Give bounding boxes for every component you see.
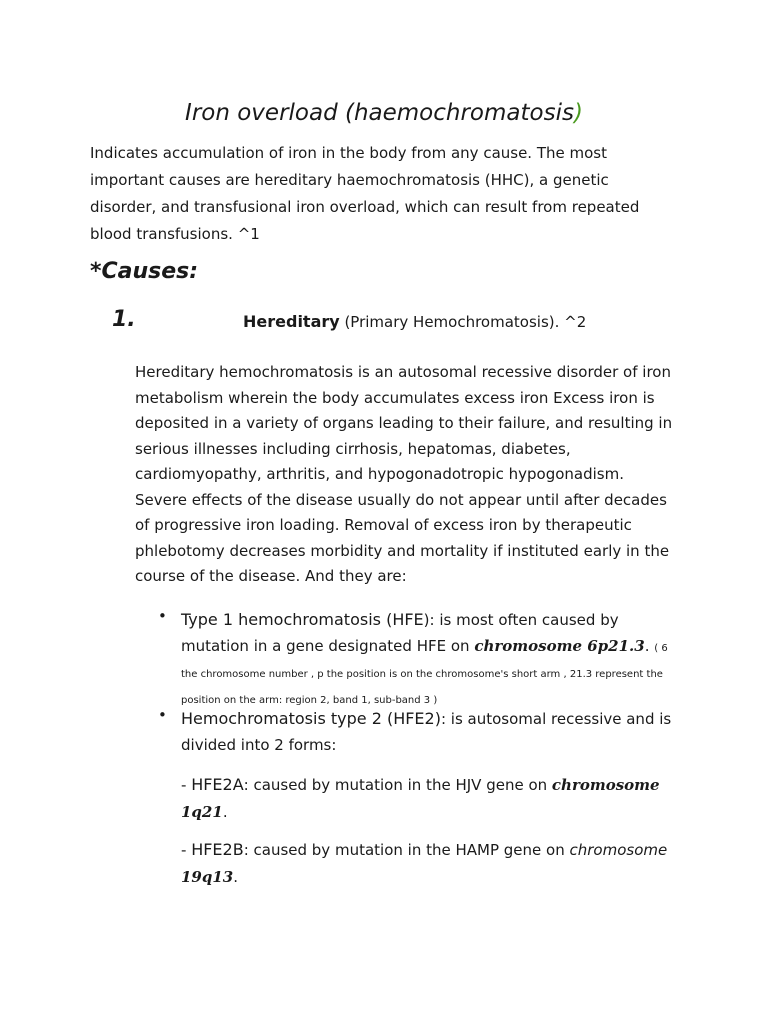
hfe2b-dash: - bbox=[181, 841, 192, 859]
causes-heading: *Causes: bbox=[90, 259, 199, 284]
hfe2a-end: . bbox=[222, 803, 228, 821]
hfe2b-text2: gene on bbox=[499, 841, 570, 859]
title-text: Iron overload (haemochromatosis bbox=[185, 100, 574, 126]
hfe2b-name: HFE2B bbox=[191, 840, 244, 859]
hfe2b-gene: HAMP bbox=[455, 841, 500, 859]
hfe2a-gene: HJV bbox=[455, 776, 482, 794]
hfe2a-dash: - bbox=[181, 776, 192, 794]
section-number: 1. bbox=[112, 307, 136, 332]
section-heading-bold: Hereditary bbox=[243, 312, 340, 331]
bullet-marker: • bbox=[158, 706, 167, 724]
type2-text: : is autosomal recessive and is divided into 2 forms: bbox=[181, 710, 672, 754]
bullet-marker: • bbox=[158, 607, 167, 625]
bullet-type1 bbox=[181, 607, 681, 711]
subform-hfe2a bbox=[181, 771, 686, 826]
type1-note: ( 6 the chromosome number , p the position is on the chromosome's short arm , 21.3 represent the position on the arm: region 2, band 1, sub-band 3 ) bbox=[181, 643, 668, 706]
type1-text1: ): is most often caused by mutation in a gene designated bbox=[181, 611, 619, 655]
section-paragraph: Hereditary hemochromatosis is an autosomal recessive disorder of iron metabolism wherein the body accumulates excess iron Excess iron is deposited in a variety of organs leading to their failure, and resulting in serious illnesses including cirrhosis, hepatomas, diabetes, cardiomyopathy, arthritis, and hypogonadotropic hypogonadism. Severe effects of the disease usually do not appear until after decades of progressive iron loading. Removal of excess iron by therapeutic phlebotomy decreases morbidity and mortality if instituted early in the course of the disease. And they are: bbox=[135, 363, 673, 585]
page-title bbox=[0, 100, 768, 126]
hfe2b-end: . bbox=[233, 868, 239, 886]
section-heading bbox=[243, 312, 586, 331]
type1-title: Type 1 hemochromatosis (HFE bbox=[181, 610, 424, 629]
hfe2a-chromosome: chromosome 1q21 bbox=[181, 776, 660, 821]
type1-text2: on bbox=[446, 637, 475, 655]
hfe2b-chromosome-loc: 19q13 bbox=[181, 868, 234, 886]
type2-title: Hemochromatosis type 2 (HFE2) bbox=[181, 709, 441, 728]
section-heading-rest: (Primary Hemochromatosis). ^2 bbox=[339, 313, 587, 331]
type1-gene: HFE bbox=[416, 637, 447, 655]
title-close-paren: ) bbox=[573, 100, 583, 126]
type1-text3: . bbox=[644, 637, 655, 655]
hfe2a-name: HFE2A bbox=[191, 775, 244, 794]
type1-chromosome: chromosome 6p21.3 bbox=[474, 637, 645, 655]
hfe2a-text2: gene on bbox=[481, 776, 552, 794]
hfe2b-text1: : caused by mutation in the bbox=[243, 841, 456, 859]
hfe2b-chromosome-word: chromosome bbox=[569, 841, 668, 859]
intro-paragraph: Indicates accumulation of iron in the body from any cause. The most important causes are hereditary haemochromatosis (HHC), a genetic disorder, and transfusional iron overload, which can result from repeated blood transfusions. ^1 bbox=[90, 144, 640, 243]
bullet-type2 bbox=[181, 706, 681, 758]
subform-hfe2b bbox=[181, 836, 686, 891]
hfe2a-text1: : caused by mutation in the bbox=[243, 776, 456, 794]
